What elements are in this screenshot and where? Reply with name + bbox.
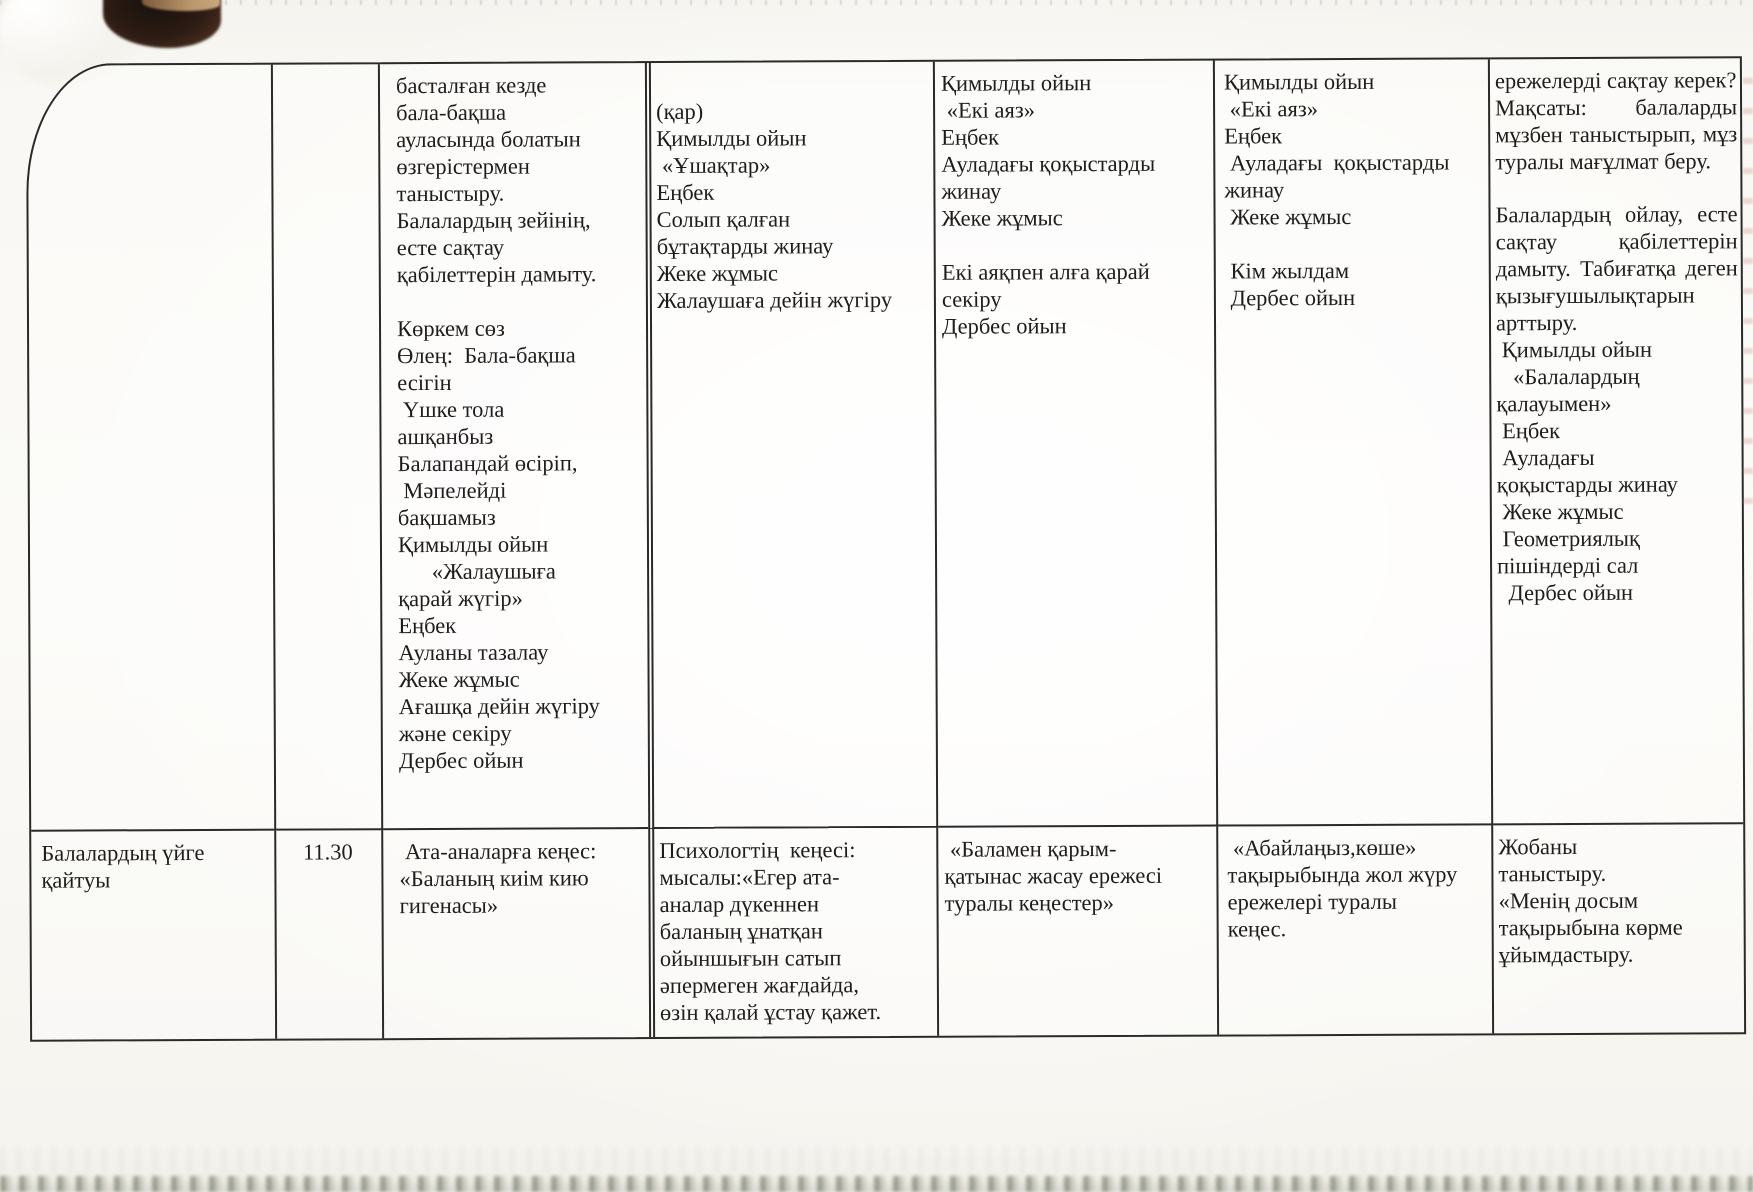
cell-text-block: ережелерді сақтау керек? <box>1494 67 1737 94</box>
table-cell-r2-c4 <box>648 828 939 1037</box>
daily-plan-table <box>26 56 1746 1041</box>
cell-text-block: Қимылды ойын «Екі аяз» Еңбек Ауладағы қоқыстарды жинау Жеке жұмыс Кім жылдам Дербес ойын <box>1223 68 1450 311</box>
table-cell-r2-c1 <box>31 831 277 1040</box>
table-cell-r1-c5 <box>935 61 1218 828</box>
table-cell-r1-c2 <box>273 64 383 830</box>
table-cell-r2-c3 <box>383 829 649 1038</box>
scan-noise-bottom-faint <box>0 1146 1753 1172</box>
table-cell-r1-c7 <box>1490 58 1743 825</box>
cell-text-block: Мақсаты: балаларды мұзбен таныстырып, мұз туралы мағұлмат беру. <box>1495 94 1738 175</box>
table-cell-r1-c6 <box>1215 59 1493 826</box>
cell-text-block: (қар) Қимылды ойын «Ұшақтар» Еңбек Солып қалған бұтақтарды жинау Жеке жұмыс Жалаушаға дейін жүгіру <box>655 71 893 313</box>
cell-text-block: Ата-аналарға кеңес: «Баланың киім кию гигенасы» <box>399 838 597 919</box>
cell-text-block: Қимылды ойын «Балалардың қалауымен» Еңбек Ауладағы қоқыстарды жинау Жеке жұмыс Геометриялық пішіндерді сал Дербес ойын <box>1496 336 1678 606</box>
cell-text-block: Психологтің кеңесі: мысалы:«Егер ата- аналар дүкеннен баланың ұнатқан ойыншығын сатып әпермеген жағдайда, өзін қалай ұстау қажет. <box>659 837 882 1025</box>
scan-noise-top <box>0 0 1753 5</box>
cell-text-block <box>1495 174 1737 201</box>
scan-noise-bottom <box>0 1176 1753 1192</box>
cell-text-block: Балалардың ойлау, есте сақтау қабілеттерін дамыту. Табиғатқа деген қызығушылықтарын арттыру. <box>1495 201 1738 336</box>
table-cell-r2-c2 <box>276 830 384 1038</box>
table-cell-r1-c3 <box>380 63 648 830</box>
scan-right-edge-marks <box>1743 78 1753 508</box>
table-cell-r1-c1 <box>28 65 276 832</box>
table-cell-r2-c7 <box>1493 824 1744 1033</box>
table-cell-r1-c4 <box>645 62 938 829</box>
cell-text-block: Жобаны таныстыру. «Менің досым тақырыбына көрме ұйымдастыру. <box>1498 833 1683 968</box>
cell-text-block: 11.30 <box>302 839 353 865</box>
cell-text-block: «Абайлаңыз,көше» тақырыбында жол жүру ережелері туралы кеңес. <box>1227 834 1458 942</box>
cell-text-block: «Баламен қарым- қатынас жасау ережесі туралы кеңестер» <box>944 835 1163 916</box>
table-cell-r2-c5 <box>938 827 1219 1036</box>
cell-text-block: Балалардың үйге қайтуы <box>41 839 205 893</box>
cell-text-block: басталған кезде бала-бақша ауласында болатын өзгерістермен таныстыру. Балалардың зейінің, есте сақтау қабілеттерін дамыту. Көркем сөз Өлең: Бала-бақша есігін Үшке тола ашқанбыз Балапандай өсіріп, Мәпелейді бақшамыз Қимылды ойын «Жалаушыға қарай жүгір» Еңбек Ауланы тазалау Жеке жұмыс Ағашқа дейін жүгіру және секіру Дербес ойын <box>395 72 600 774</box>
cell-text-block: Қимылды ойын «Екі аяз» Еңбек Ауладағы қоқыстарды жинау Жеке жұмыс Екі аяқпен алға қарай секіру Дербес ойын <box>940 70 1156 339</box>
table-cell-r2-c6 <box>1218 825 1494 1034</box>
